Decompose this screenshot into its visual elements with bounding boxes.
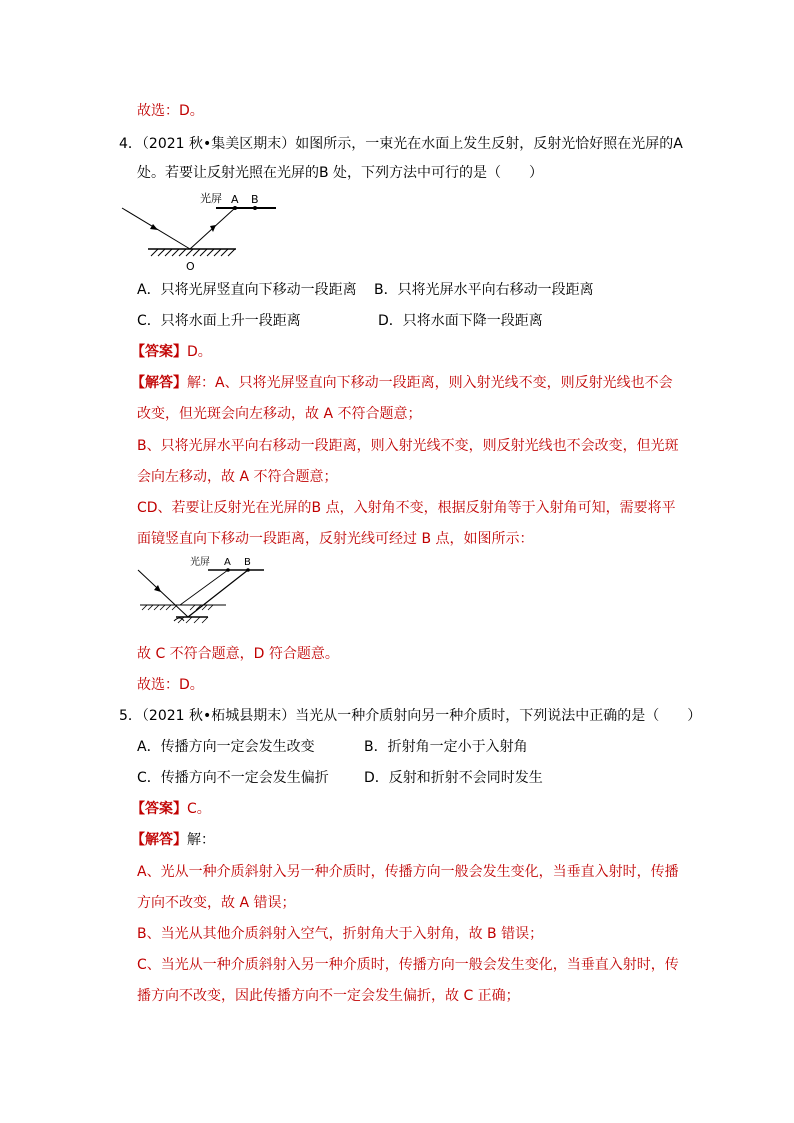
q4-solution-figure [136, 555, 270, 635]
fig1-point-o: O [186, 260, 195, 273]
q5-analysis-line3: B、当光从其他介质斜射入空气，折射角大于入射角，故 B 错误； [137, 926, 544, 942]
q5-option-a: A．传播方向一定会发生改变 [137, 739, 315, 755]
q4-analysis-line5: CD、若要让反射光在光屏的B 点，入射角不变，根据反射角等于入射角可知，需要将平 [137, 500, 676, 516]
fig2-screen-label: 光屏 [190, 557, 210, 568]
q5-answer-value: C。 [187, 801, 211, 817]
q4-analysis-line2: 改变，但光斑会向左移动，故 A 不符合题意； [137, 406, 422, 422]
q5-option-b: B．折射角一定小于入射角 [364, 739, 528, 755]
q4-answer [131, 342, 212, 362]
q4-final-choice: 故选：D。 [137, 677, 204, 693]
q4-analysis-text1: 解：A、只将光屏竖直向下移动一段距离，则入射光线不变，则反射光线也不会 [187, 375, 673, 391]
q4-conclusion: 故 C 不符合题意，D 符合题意。 [137, 646, 339, 662]
q5-analysis-line5: 播方向不改变，因此传播方向不一定会发生偏折，故 C 正确； [137, 988, 520, 1004]
q5-analysis-line1: A、光从一种介质斜射入另一种介质时，传播方向一般会发生变化，当垂直入射时，传播 [137, 864, 679, 880]
q5-option-d: D．反射和折射不会同时发生 [364, 770, 543, 786]
q5-analysis-head [131, 830, 215, 850]
q5-option-c: C．传播方向不一定会发生偏折 [137, 770, 329, 786]
q4-answer-value: D。 [187, 344, 212, 360]
q4-option-d: D．只将水面下降一段距离 [378, 313, 543, 329]
q5-answer [131, 799, 211, 819]
q5-stem: 5．（2021 秋•柘城县期末）当光从一种介质射向另一种介质时，下列说法中正确的是（ ） [119, 708, 702, 724]
fig2-point-b: B [244, 557, 251, 568]
q4-analysis-line3: B、只将光屏水平向右移动一段距离，则入射光线不变，则反射光线也不会改变，但光斑 [137, 438, 679, 454]
q4-stem-line2: 处。若要让反射光照在光屏的B 处，下列方法中可行的是（ ） [137, 165, 544, 181]
q5-analysis-line2: 方向不改变，故 A 错误； [137, 895, 296, 911]
q4-stem-line1: 4．（2021 秋•集美区期末）如图所示，一束光在水面上发生反射，反射光恰好照在光屏的A [119, 136, 683, 152]
q5-analysis-line4: C、当光从一种介质斜射入另一种介质时，传播方向一般会发生变化，当垂直入射时，传 [137, 957, 679, 973]
fig1-point-b: B [251, 193, 259, 206]
q4-option-b: B．只将光屏水平向右移动一段距离 [374, 282, 594, 298]
q5-answer-label: 【答案】 [131, 801, 187, 817]
fig2-point-a: A [224, 557, 231, 568]
q4-analysis-line1 [131, 373, 673, 393]
q4-analysis-line6: 面镜竖直向下移动一段距离，反射光线可经过 B 点，如图所示： [137, 531, 534, 547]
q4-analysis-line4: 会向左移动，故 A 不符合题意； [137, 469, 338, 485]
q4-option-c: C．只将水面上升一段距离 [137, 313, 301, 329]
q4-analysis-label: 【解答】 [131, 375, 187, 391]
fig1-screen-label: 光屏 [200, 192, 222, 205]
q4-option-a: A．只将光屏竖直向下移动一段距离 [137, 282, 357, 298]
q5-analysis-head-text: 解： [187, 832, 215, 848]
fig1-point-a: A [231, 193, 239, 206]
q4-answer-label: 【答案】 [131, 344, 187, 360]
q5-analysis-label: 【解答】 [131, 832, 187, 848]
final-choice-text: 故选：D。 [137, 103, 204, 119]
q4-reflection-figure [118, 188, 283, 276]
